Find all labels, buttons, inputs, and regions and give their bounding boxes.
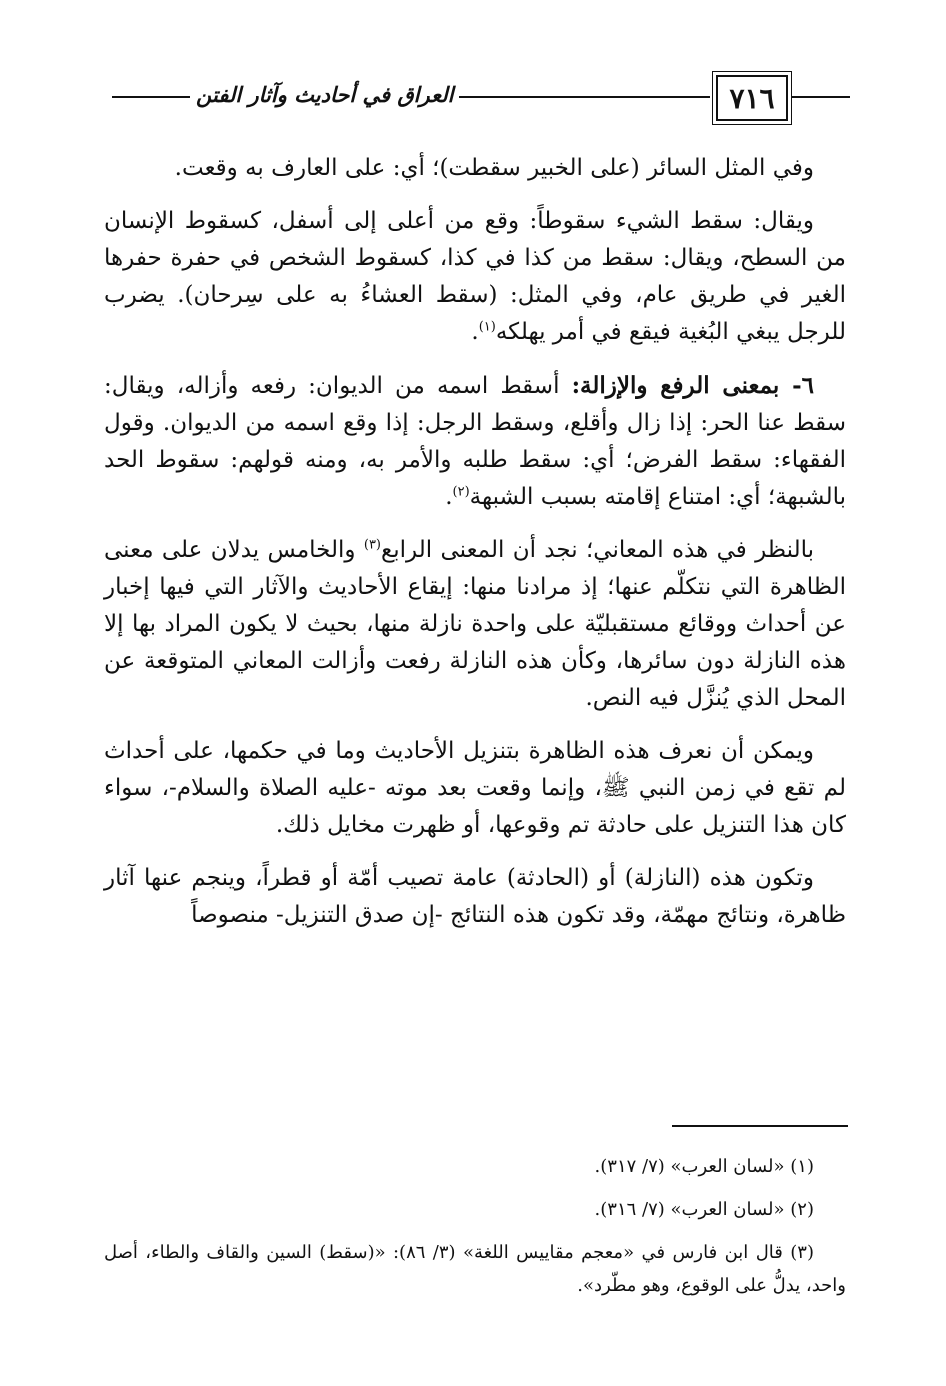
paragraph-2 <box>104 203 846 351</box>
paragraph-6: وتكون هذه (النازلة) أو (الحادثة) عامة تصيب أمّة أو قطراً، وينجم عنها آثار ظاهرة، ونتائج مهمّة، وقد تكون هذه النتائج -إن صدق التنزيل- منصوصاً <box>104 865 846 928</box>
footnote-3: (٣) قال ابن فارس في «معجم مقاييس اللغة» (٣/ ٨٦): «(سقط) السين والقاف والطاء، أصل واحد، يدلُّ على الوقوع، وهو مطّرد». <box>104 1242 846 1296</box>
page-header <box>0 0 946 140</box>
footnotes <box>104 1150 846 1312</box>
paragraph-3-end: . <box>445 484 453 510</box>
paragraph-2-end: . <box>471 319 479 345</box>
footnote-1: (١) «لسان العرب» (٧/ ٣١٧). <box>594 1156 814 1177</box>
paragraph-4-a: بالنظر في هذه المعاني؛ نجد أن المعنى الرابع <box>381 537 814 563</box>
paragraph-2-text: ويقال: سقط الشيء سقوطاً: وقع من أعلى إلى أسفل، كسقوط الإنسان من السطح، ويقال: سقط من كذا في كذا، كسقوط الشخص في حفرة حفرها الغير في طريق عام، وفي المثل: (سقط العشاءُ به على سِرحان). يضرب للرجل يبغي البُغية فيقع في أمر يهلكه <box>104 208 846 345</box>
footnote-2: (٢) «لسان العرب» (٧/ ٣١٦). <box>594 1199 814 1220</box>
paragraph-3-text: أسقط اسمه من الديوان: رفعه وأزاله، ويقال: سقط عنا الحر: إذا زال وأقلع، وسقط الرجل: إذا وقع اسمه من الديوان. وقول الفقهاء: سقط الفرض؛ أي: سقط طلبه والأمر به، ومنه قولهم: سقوط الحد بالشبهة؛ أي: امتناع إقامته بسبب الشبهة <box>104 373 846 510</box>
paragraph-1: وفي المثل السائر (على الخبير سقطت)؛ أي: على العارف به وقعت. <box>174 155 814 181</box>
footnote-ref-3: (٣) <box>363 537 381 553</box>
running-title: العراق في أحاديث وآثار الفتن <box>190 82 459 106</box>
footnote-ref-1: (١) <box>478 319 496 335</box>
paragraph-4 <box>104 532 846 717</box>
main-text <box>104 150 846 950</box>
paragraph-3 <box>104 367 846 516</box>
header-rule-short <box>792 96 850 98</box>
footnote-ref-2: (٢) <box>452 484 470 500</box>
paragraph-5: ويمكن أن نعرف هذه الظاهرة بتنزيل الأحاديث وما في حكمها، على أحداث لم تقع في زمن النبي ﷺ، وإنما وقعت بعد موته -عليه الصلاة والسلام-، سواء كان هذا التنزيل على حادثة تم وقوعها، أو ظهرت مخايل ذلك. <box>104 738 846 838</box>
page-number: ٧١٦ <box>716 75 788 121</box>
footnote-separator <box>672 1125 848 1127</box>
section-lead: ٦- بمعنى الرفع والإزالة: <box>571 372 814 399</box>
paragraph-4-b: والخامس يدلان على معنى الظاهرة التي نتكلّم عنها؛ إذ مرادنا منها: إيقاع الأحاديث والآثار التي فيها إخبار عن أحداث ووقائع مستقبليّة على واحدة نازلة منها، بحيث لا يكون المراد بها إلا هذه النازلة دون سائرها، وكأن هذه النازلة رفعت وأزالت المعاني المتوقعة عن المحل الذي يُنزَّل فيه النص. <box>104 537 846 711</box>
